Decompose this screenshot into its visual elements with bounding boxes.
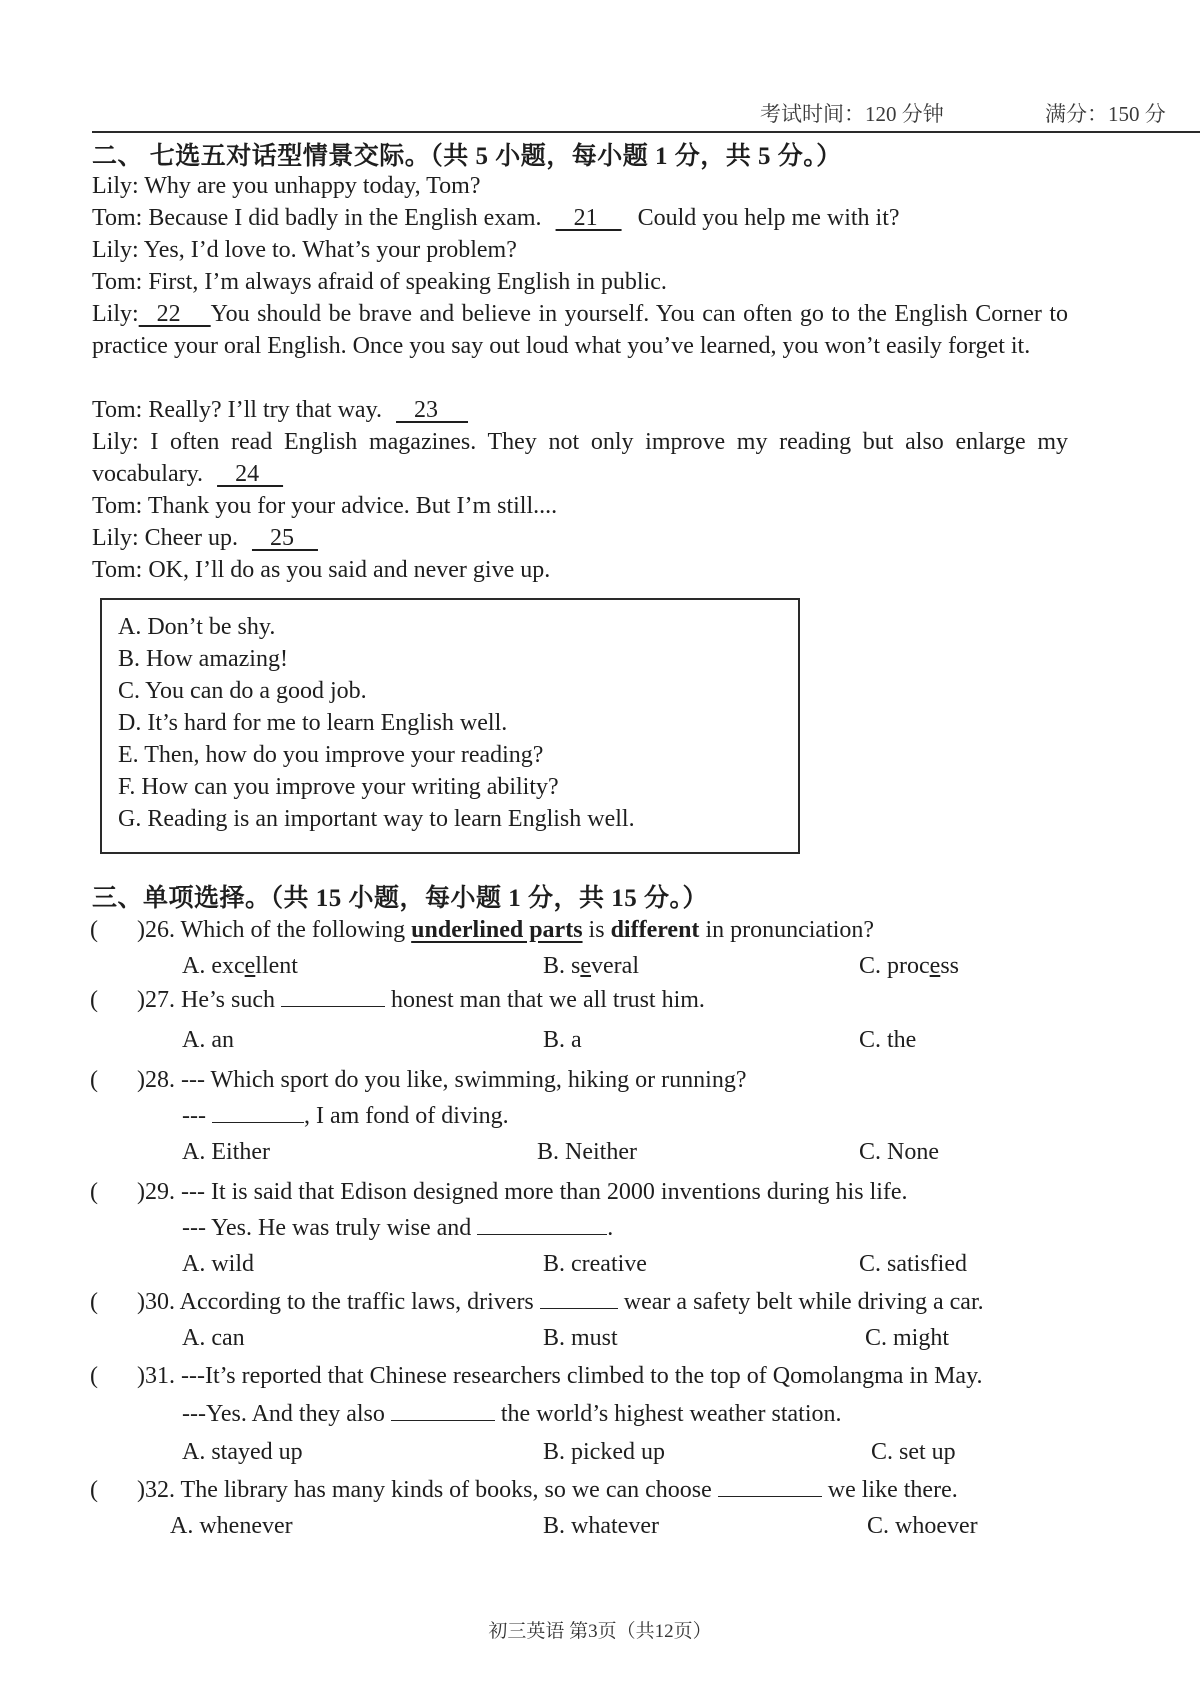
q26-b-pre: B. s [543, 953, 581, 979]
q26-pre: )26. Which of the following [137, 917, 412, 943]
question-31-stem: )31. ---It’s reported that Chinese researchers climbed to the top of Qomolangma in May. [137, 1363, 983, 1389]
blank-24: 24 [217, 461, 284, 487]
q30-choice-a: A. can [182, 1325, 245, 1351]
q26-a-post: llent [255, 953, 298, 979]
q32-choice-c: C. whoever [867, 1513, 978, 1539]
q32-pre: )32. The library has many kinds of books, so we can choose [137, 1477, 712, 1503]
q29-sub-post: . [607, 1215, 614, 1241]
q31-sub-post: the world’s highest weather station. [500, 1401, 842, 1427]
dialog-line-7 [92, 426, 1068, 490]
section-2-title: 二、 七选五对话型情景交际。（共 5 小题，每小题 1 分，共 5 分。） [92, 143, 842, 170]
q26-b-underlined: e [580, 953, 592, 979]
dialog-line-5-speaker: Lily: [92, 301, 139, 327]
q31-sub-pre: ---Yes. And they also [182, 1401, 385, 1427]
option-a: A. Don’t be shy. [118, 614, 276, 640]
dialog-line-2 [92, 202, 900, 234]
option-d: D. It’s hard for me to learn English well. [118, 710, 508, 736]
answer-paren: ( [90, 1363, 98, 1389]
q30-blank [540, 1286, 618, 1309]
dialog-line-5-text: You should be brave and believe in yourself. You can often go to the English Corner to practice your oral English. Once you say out loud what you’ve learned, you won’t easily forget it. [92, 301, 1068, 359]
q27-post: honest man that we all trust him. [390, 987, 705, 1013]
question-30 [90, 1286, 1090, 1318]
q31-choice-a: A. stayed up [182, 1439, 303, 1465]
blank-25: 25 [251, 525, 318, 551]
q26-different: different [610, 917, 700, 943]
answer-paren: ( [90, 1179, 98, 1205]
question-32-stem [137, 1474, 958, 1506]
q29-blank [477, 1212, 607, 1235]
dialog-line-8: Tom: Thank you for your advice. But I’m still.... [92, 493, 558, 519]
q29-choice-b: B. creative [543, 1251, 647, 1277]
blank-22: 22 [138, 301, 211, 327]
dialog-line-4: Tom: First, I’m always afraid of speaking English in public. [92, 269, 667, 295]
dialog-line-1: Lily: Why are you unhappy today, Tom? [92, 173, 481, 199]
q27-blank [281, 984, 385, 1007]
blank-21: 21 [555, 205, 622, 231]
exam-time: 考试时间：120 分钟 [760, 102, 944, 126]
question-30-stem [137, 1286, 984, 1318]
dialog-line-10: Tom: OK, I’ll do as you said and never give up. [92, 557, 551, 583]
q32-choice-a: A. whenever [170, 1513, 293, 1539]
q30-choice-b: B. must [543, 1325, 618, 1351]
blank-23: 23 [396, 397, 469, 423]
q28-choice-c: C. None [859, 1139, 939, 1165]
header-divider [92, 131, 1200, 133]
option-f: F. How can you improve your writing ability? [118, 774, 559, 800]
section-3-title: 三、单项选择。（共 15 小题，每小题 1 分，共 15 分。） [92, 885, 709, 912]
full-score: 满分：150 分 [1045, 102, 1166, 126]
q28-sub-pre: --- [182, 1103, 206, 1129]
question-26-stem [137, 914, 874, 946]
q26-choice-a [182, 950, 298, 982]
q30-pre: )30. According to the traffic laws, drivers [137, 1289, 534, 1315]
q29-sub-pre: --- Yes. He was truly wise and [182, 1215, 472, 1241]
dialog-line-3: Lily: Yes, I’d love to. What’s your problem? [92, 237, 517, 263]
q26-b-post: veral [591, 953, 639, 979]
q32-choice-b: B. whatever [543, 1513, 659, 1539]
q29-choice-c: C. satisfied [859, 1251, 967, 1277]
q28-blank [212, 1100, 304, 1123]
page-footer: 初三英语 第3页（共12页） [488, 1621, 712, 1642]
q26-choice-c [859, 950, 959, 982]
option-b: B. How amazing! [118, 646, 288, 672]
q26-underlined-parts: underlined parts [411, 917, 583, 943]
question-28 [90, 1064, 1090, 1096]
q26-c-pre: C. proc [859, 953, 930, 979]
dialog-line-9 [92, 522, 318, 554]
q30-post: wear a safety belt while driving a car. [623, 1289, 984, 1315]
dialog-line-2-text: Tom: Because I did badly in the English exam. [92, 205, 542, 231]
q26-post: in pronunciation? [699, 917, 875, 943]
answer-paren: ( [90, 917, 98, 943]
q31-choice-c: C. set up [871, 1439, 956, 1465]
dialog-line-6 [92, 394, 468, 426]
q32-post: we like there. [827, 1477, 958, 1503]
q31-blank [391, 1398, 495, 1421]
question-28-stem: )28. --- Which sport do you like, swimming, hiking or running? [137, 1067, 747, 1093]
q26-a-underlined: e [244, 953, 256, 979]
q26-c-post: ss [940, 953, 959, 979]
option-g: G. Reading is an important way to learn English well. [118, 806, 635, 832]
q28-choice-b: B. Neither [537, 1139, 637, 1165]
dialog-line-6-text: Tom: Really? I’ll try that way. [92, 397, 383, 423]
q29-choice-a: A. wild [182, 1251, 254, 1277]
question-26 [90, 914, 1090, 946]
q31-response [182, 1398, 841, 1430]
q32-blank [718, 1474, 822, 1497]
q30-choice-c: C. might [865, 1325, 950, 1351]
option-e: E. Then, how do you improve your reading? [118, 742, 544, 768]
q27-choice-c: C. the [859, 1027, 917, 1053]
q29-response [182, 1212, 613, 1244]
answer-paren: ( [90, 1067, 98, 1093]
question-29-stem: )29. --- It is said that Edison designed more than 2000 inventions during his life. [137, 1179, 908, 1205]
q31-choice-b: B. picked up [543, 1439, 665, 1465]
q26-a-pre: A. exc [182, 953, 245, 979]
q26-c-underlined: e [929, 953, 941, 979]
option-c: C. You can do a good job. [118, 678, 367, 704]
dialog-line-5 [92, 298, 1068, 362]
question-29 [90, 1176, 1090, 1208]
answer-paren: ( [90, 1289, 98, 1315]
answer-paren: ( [90, 1477, 98, 1503]
q28-sub-post: , I am fond of diving. [303, 1103, 509, 1129]
answer-paren: ( [90, 987, 98, 1013]
q28-response [182, 1100, 509, 1132]
dialog-line-7-text: Lily: I often read English magazines. They not only improve my reading but also enlarge my vocabulary. [92, 429, 1068, 487]
question-27-stem [137, 984, 705, 1016]
dialog-line-2-tail: Could you help me with it? [637, 205, 900, 231]
q28-choice-a: A. Either [182, 1139, 270, 1165]
q27-choice-b: B. a [543, 1027, 582, 1053]
question-27 [90, 984, 1090, 1016]
q27-choice-a: A. an [182, 1027, 234, 1053]
question-31 [90, 1360, 1150, 1392]
q26-choice-b [543, 950, 639, 982]
q27-pre: )27. He’s such [137, 987, 275, 1013]
dialog-line-9-text: Lily: Cheer up. [92, 525, 238, 551]
q26-mid: is [582, 917, 611, 943]
options-box [100, 598, 800, 854]
question-32 [90, 1474, 1150, 1506]
